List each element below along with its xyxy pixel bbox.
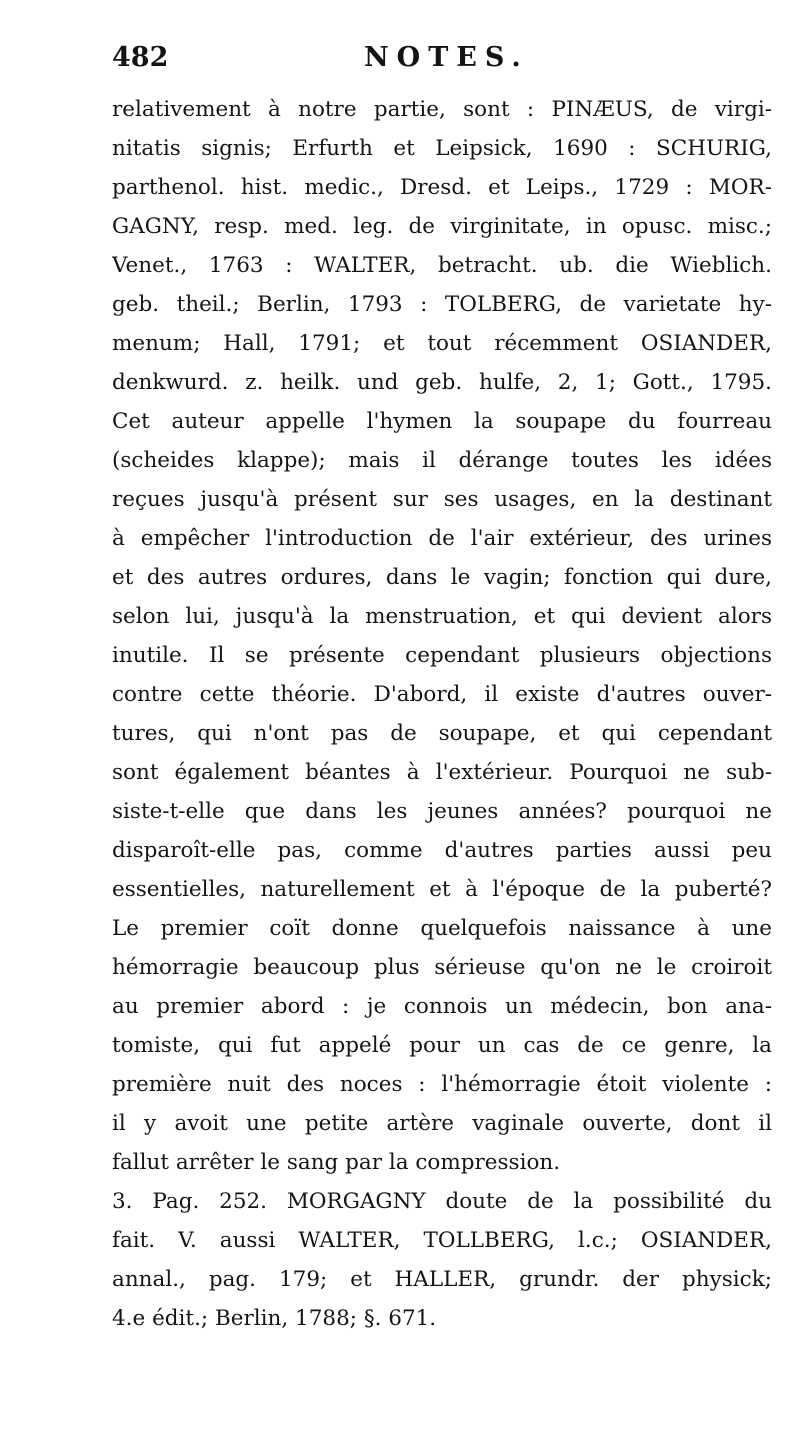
text-line: inutile. Il se présente cependant plusieurs objections <box>112 643 772 668</box>
text-line: fallut arrêter le sang par la compression. <box>112 1150 561 1175</box>
running-title: NOTES. <box>364 42 529 73</box>
text-line: 3. Pag. 252. MORGAGNY doute de la possibilité du <box>112 1189 772 1214</box>
text-line: relativement à notre partie, sont : PINÆUS, de virgi- <box>112 97 772 122</box>
text-line: essentielles, naturellement et à l'époque de la puberté? <box>112 877 772 902</box>
text-line: fait. V. aussi WALTER, TOLLBERG, l.c.; OSIANDER, <box>112 1228 772 1253</box>
page-header <box>112 40 760 80</box>
text-line: tures, qui n'ont pas de soupape, et qui cependant <box>112 721 772 746</box>
text-line: Cet auteur appelle l'hymen la soupape du fourreau <box>112 409 772 434</box>
text-line: parthenol. hist. medic., Dresd. et Leips., 1729 : MOR- <box>112 175 772 200</box>
text-line: annal., pag. 179; et HALLER, grundr. der physick; <box>112 1267 772 1292</box>
text-line: selon lui, jusqu'à la menstruation, et qui devient alors <box>112 604 772 629</box>
text-line: geb. theil.; Berlin, 1793 : TOLBERG, de varietate hy- <box>112 292 772 317</box>
text-line: Le premier coït donne quelquefois naissance à une <box>112 916 772 941</box>
text-line: nitatis signis; Erfurth et Leipsick, 1690 : SCHURIG, <box>112 136 772 161</box>
text-line: disparoît-elle pas, comme d'autres parties aussi peu <box>112 838 772 863</box>
text-line: (scheides klappe); mais il dérange toutes les idées <box>112 448 772 473</box>
text-line: il y avoit une petite artère vaginale ouverte, dont il <box>112 1111 772 1136</box>
text-line: menum; Hall, 1791; et tout récemment OSIANDER, <box>112 331 772 356</box>
text-line: hémorragie beaucoup plus sérieuse qu'on ne le croiroit <box>112 955 772 980</box>
text-line: sont également béantes à l'extérieur. Pourquoi ne sub- <box>112 760 772 785</box>
page-number: 482 <box>112 42 169 73</box>
notes-text <box>112 90 772 1338</box>
text-line: denkwurd. z. heilk. und geb. hulfe, 2, 1; Gott., 1795. <box>112 370 772 395</box>
text-line: au premier abord : je connois un médecin, bon ana- <box>112 994 772 1019</box>
text-line: à empêcher l'introduction de l'air extérieur, des urines <box>112 526 772 551</box>
text-line: Venet., 1763 : WALTER, betracht. ub. die Wieblich. <box>112 253 772 278</box>
text-line: siste-t-elle que dans les jeunes années? pourquoi ne <box>112 799 772 824</box>
text-line: et des autres ordures, dans le vagin; fonction qui dure, <box>112 565 772 590</box>
text-line: reçues jusqu'à présent sur ses usages, en la destinant <box>112 487 772 512</box>
text-line: tomiste, qui fut appelé pour un cas de ce genre, la <box>112 1033 772 1058</box>
text-line: première nuit des noces : l'hémorragie étoit violente : <box>112 1072 772 1097</box>
text-line: GAGNY, resp. med. leg. de virginitate, in opusc. misc.; <box>112 214 772 239</box>
text-line: 4.e édit.; Berlin, 1788; §. 671. <box>112 1306 437 1331</box>
text-line: contre cette théorie. D'abord, il existe d'autres ouver- <box>112 682 772 707</box>
